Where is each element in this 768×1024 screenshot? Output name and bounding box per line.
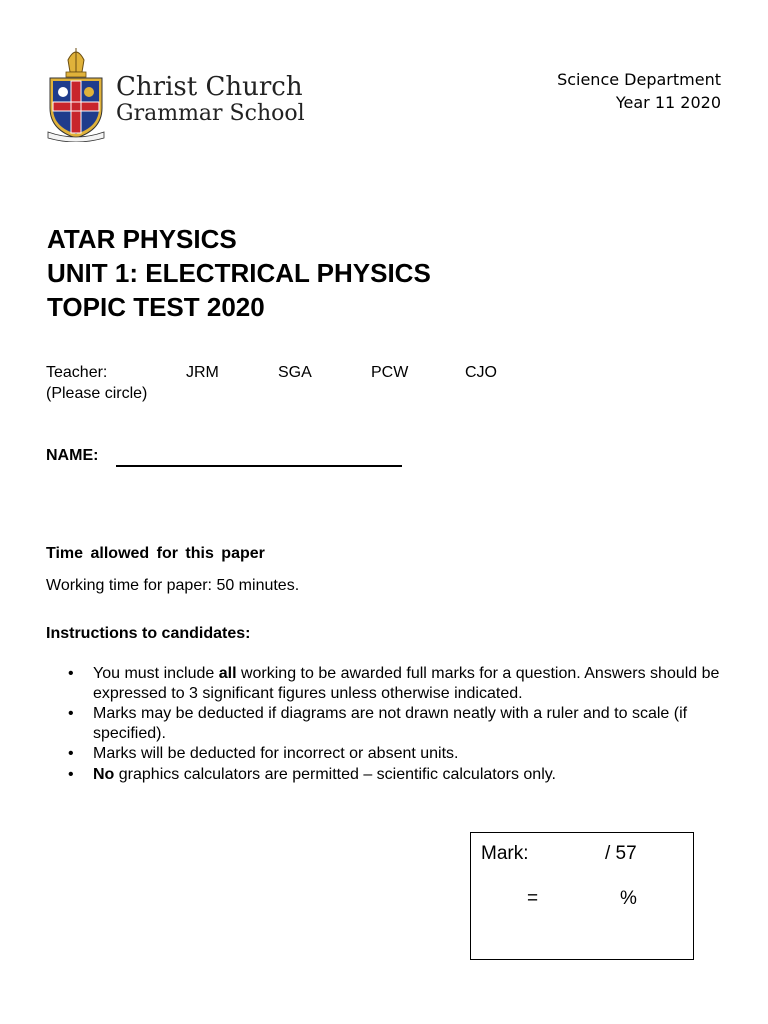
name-label: NAME: — [46, 447, 99, 464]
mark-percent: % — [620, 888, 637, 909]
bullet-icon: • — [68, 745, 74, 762]
instruction-item: • Marks will be deducted for incorrect or absent units. — [68, 745, 459, 762]
teacher-label: Teacher: — [46, 364, 108, 381]
bullet-icon: • — [68, 705, 74, 722]
department-name: Science Department — [557, 70, 721, 89]
teacher-option-pcw[interactable]: PCW — [371, 364, 409, 381]
teacher-option-jrm[interactable]: JRM — [186, 364, 219, 381]
mark-equals: = — [527, 888, 539, 909]
teacher-option-cjo[interactable]: CJO — [465, 364, 497, 381]
instruction-item: • No graphics calculators are permitted – scientific calculators only. — [68, 765, 556, 783]
school-name-line2: Grammar School — [116, 101, 305, 126]
bullet-icon: • — [68, 665, 74, 682]
department-header — [557, 68, 721, 114]
name-field-line[interactable] — [116, 465, 402, 467]
school-name — [116, 74, 305, 125]
working-time-text: Working time for paper: 50 minutes. — [46, 577, 300, 594]
title-unit: UNIT 1: ELECTRICAL PHYSICS — [47, 258, 431, 288]
mark-label: Mark: — [481, 843, 529, 864]
instruction-item: • You must include all working to be awarded full marks for a question. Answers should be expressed to 3 significant figures unless otherwise indicated. — [68, 665, 720, 702]
mark-total: / 57 — [605, 843, 637, 864]
title-subject: ATAR PHYSICS — [47, 224, 237, 254]
instruction-item: • Marks may be deducted if diagrams are not drawn neatly with a ruler and to scale (if specified). — [68, 705, 688, 742]
teacher-note: (Please circle) — [46, 385, 148, 402]
title-test: TOPIC TEST 2020 — [47, 292, 265, 322]
year-label: Year 11 2020 — [615, 93, 721, 112]
teacher-option-sga[interactable]: SGA — [278, 364, 312, 381]
instructions-list — [46, 664, 736, 785]
instructions-heading: Instructions to candidates: — [46, 625, 251, 642]
bullet-icon: • — [68, 765, 74, 783]
time-allowed-heading: Time allowed for this paper — [46, 545, 265, 562]
school-name-line1: Christ Church — [116, 72, 303, 102]
school-crest-logo — [46, 42, 106, 142]
